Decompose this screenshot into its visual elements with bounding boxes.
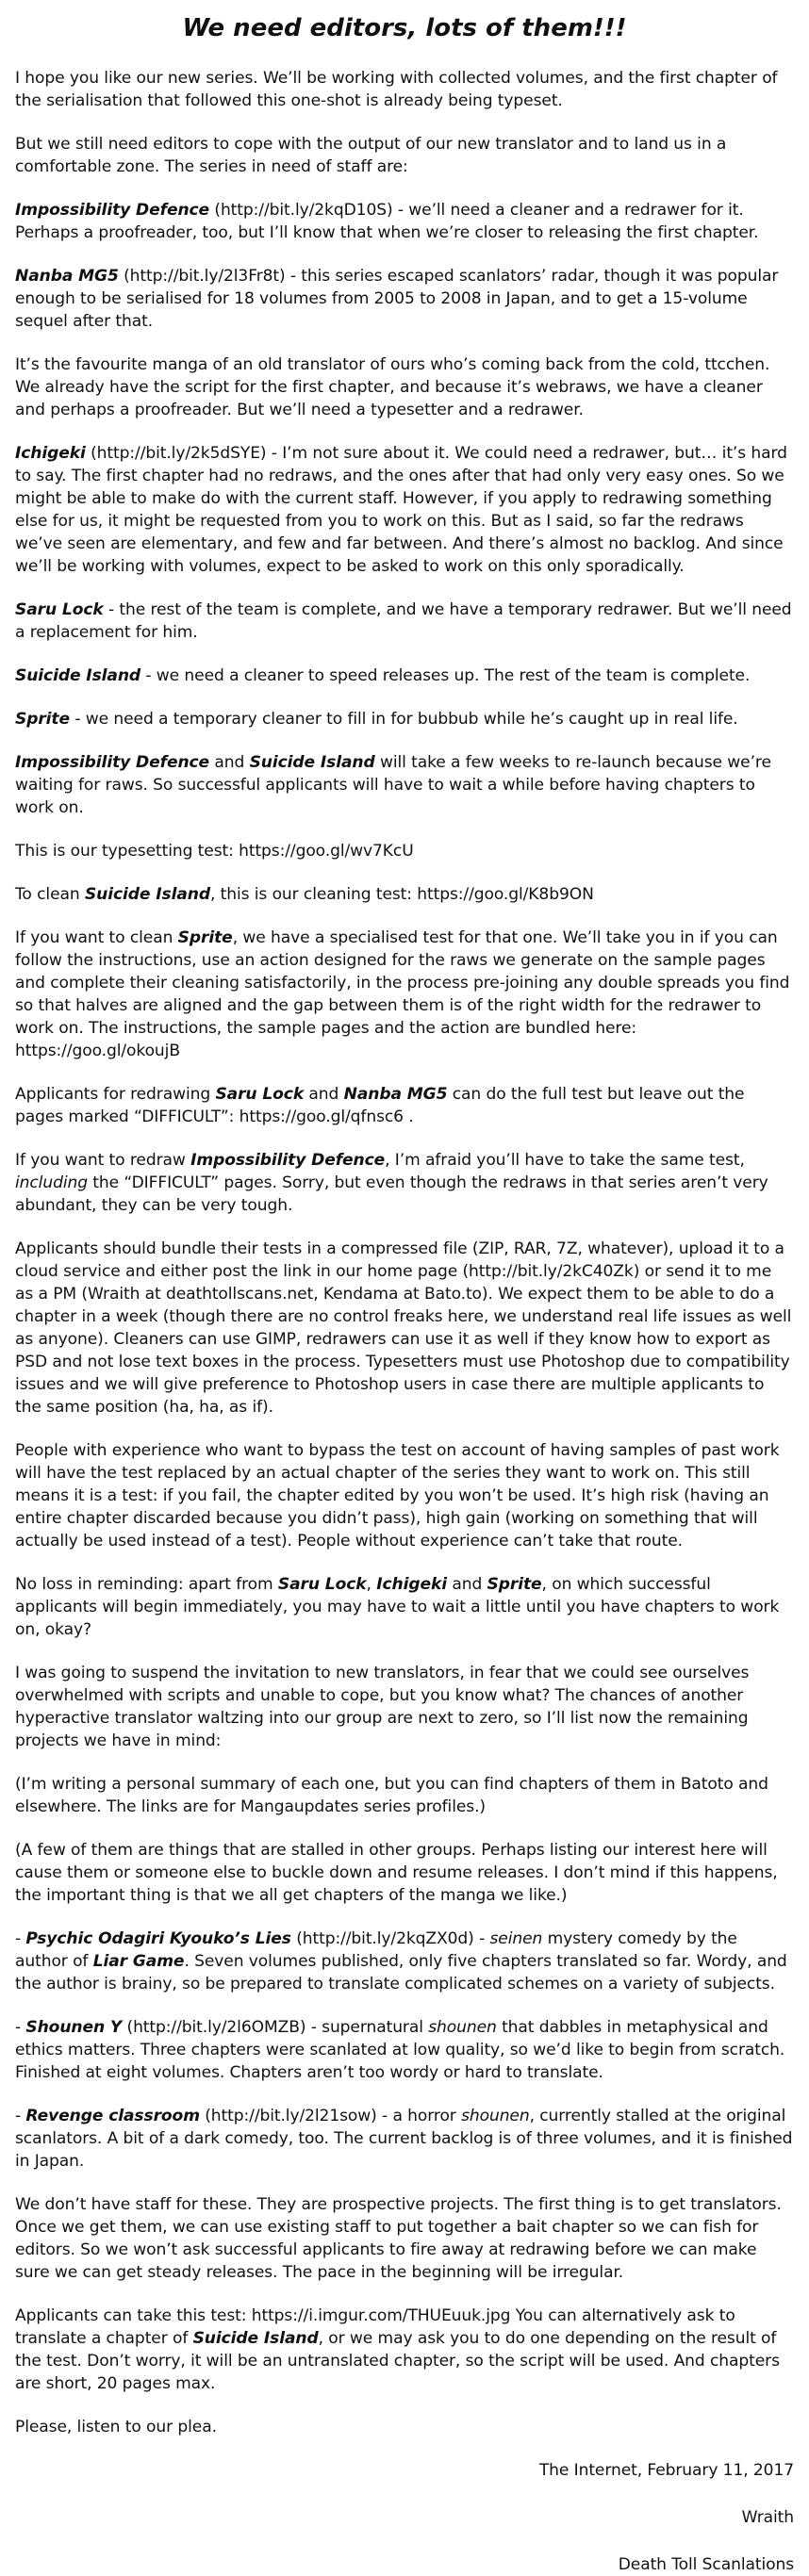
submission-instructions-paragraph: Applicants should bundle their tests in a compressed file (ZIP, RAR, 7Z, whatever), upload it to a cloud service and either post the link in our home page (http://bit.ly/2kC40Zk) or send it to me as a PM (Wraith at deathtollscans.net, Kendama at Bato.to). We expect them to be able to do a chapter in a week (though there are no control freaks here, we understand real life issues as well as anyone). Cleaners can use GIMP, redrawers can use it as well if they know how to export as PSD and not lose text boxes in the process. Typesetters must use Photoshop due to compatibility issues and we will give preference to Photoshop users in case there are multiple applicants to the same position (ha, ha, as if). — [15, 1239, 792, 1417]
text-span: Applicants for redrawing — [15, 1084, 216, 1104]
series-entry-suicide-island — [15, 665, 794, 687]
text-span: the “DIFFICULT” pages. Sorry, but even though the redraws in that series aren’t very abundant, they can be very tough. — [15, 1173, 768, 1215]
emphasis: including — [15, 1173, 88, 1192]
genre: shounen — [461, 2106, 530, 2125]
signature-group: Death Toll Scanlations — [618, 2554, 794, 2574]
text-span: If you want to clean — [15, 927, 178, 947]
series-name: Suicide Island — [249, 752, 375, 772]
nanba-note-paragraph: It’s the favourite manga of an old translator of ours who’s coming back from the cold, ttcchen. We already have the script for the first chapter, and because it’s webraws, we have a cleaner and perhaps a proofreader. But we’ll need a typesetter and a redrawer. — [15, 354, 770, 419]
series-name: Impossibility Defence — [15, 200, 210, 220]
text-span: and — [447, 1574, 487, 1594]
translation-test-paragraph — [15, 2305, 794, 2395]
series-name: Ichigeki — [376, 1574, 447, 1594]
sprite-test-paragraph — [15, 927, 794, 1062]
text-span: - — [15, 1928, 26, 1948]
difficult-redraw-paragraph — [15, 1149, 794, 1217]
signature-author: Wraith — [741, 2507, 794, 2527]
series-name: Suicide Island — [192, 2328, 319, 2348]
text-span: To clean — [15, 884, 85, 904]
raws-wait-paragraph — [15, 751, 794, 819]
series-description: - the rest of the team is complete, and we have a temporary redrawer. But we’ll need a replacement for him. — [15, 599, 792, 642]
text-span: No loss in reminding: apart from — [15, 1574, 278, 1594]
redraw-test-paragraph — [15, 1083, 794, 1128]
series-intro-paragraph: But we still need editors to cope with the output of our new translator and to land us in a comfortable zone. The series in need of staff are: — [15, 134, 727, 176]
project-entry-psychic-odagiri — [15, 1928, 794, 1995]
cleaning-test-paragraph — [15, 883, 794, 906]
series-name: Nanba MG5 — [343, 1084, 448, 1104]
series-name: Saru Lock — [15, 599, 104, 619]
genre: seinen — [489, 1928, 543, 1948]
series-entry-impossibility-defence — [15, 199, 794, 244]
text-span: and — [304, 1084, 344, 1104]
text-span: , I’m afraid you’ll have to take the same test, — [385, 1150, 745, 1170]
text-span: - — [15, 2017, 26, 2037]
series-description: (http://bit.ly/2k5dSYE) - I’m not sure about it. We could need a redrawer, but… it’s hard to say. The first chapter had no redraws, and the ones after that had only very easy ones. So we might be able to make do with the current staff. However, if you apply to redrawing something else for us, it might be requested from you to work on this. But as I said, so far the redraws we’ve seen are elementary, and few and far between. And there’s almost no backlog. And since we’ll be working with volumes, expect to be asked to work on this only sporadically. — [15, 443, 787, 576]
genre: shounen — [428, 2017, 497, 2037]
text-span: mystery comedy by the author of — [15, 1928, 737, 1971]
project-name: Revenge classroom — [25, 2106, 200, 2125]
signature-block — [15, 2459, 794, 2576]
series-name: Saru Lock — [277, 1574, 367, 1594]
series-entry-saru-lock — [15, 599, 794, 644]
translators-paragraph: I was going to suspend the invitation to new translators, in fear that we could see ourselves overwhelmed with scripts and unable to cope, but you know what? The chances of another hyperactive translator waltzing into our group are next to zero, so I’ll list now the remaining projects we have in mind: — [15, 1663, 750, 1750]
text-span: . Seven volumes published, only five chapters translated so far. Wordy, and the author is brainy, so be prepared to translate complicated schemes on a variety of subjects. — [15, 1951, 787, 1994]
prospective-projects-paragraph: We don’t have staff for these. They are prospective projects. The first thing is to get translators. Once we get them, we can use existing staff to put together a bait chapter so we can fish for editors. So we won’t ask successful applicants to fire away at redrawing before we can make sure we can get steady releases. The pace in the beginning will be irregular. — [15, 2194, 782, 2282]
series-entry-sprite — [15, 708, 794, 730]
text-span: will take a few weeks to re-launch because we’re waiting for raws. So successful applicants will have to wait a while before having chapters to work on. — [15, 752, 771, 817]
series-name: Suicide Island — [84, 884, 210, 904]
author-work: Liar Game — [92, 1951, 185, 1971]
text-span: Applicants can take this test: https://i.imgur.com/THUEuuk.jpg You can alternatively ask to translate a chapter of — [15, 2305, 735, 2348]
series-name: Suicide Island — [15, 665, 141, 685]
series-name: Sprite — [15, 709, 71, 729]
series-name: Sprite — [487, 1574, 542, 1594]
project-entry-revenge-classroom — [15, 2105, 794, 2173]
text-span: and — [209, 752, 250, 772]
text-span: , — [366, 1574, 377, 1594]
document — [15, 0, 794, 2576]
page-title: We need editors, lots of them!!! — [182, 14, 627, 42]
text-span: , this is our cleaning test: https://goo.gl/K8b9ON — [209, 884, 594, 904]
stalled-note-paragraph: (A few of them are things that are stalled in other groups. Perhaps listing our interest here will cause them or someone else to buckle down and resume releases. I don’t mind if this happens, the important thing is that we all get chapters of the manga we like.) — [15, 1840, 778, 1905]
typesetting-test-paragraph: This is our typesetting test: https://goo.gl/wv7KcU — [15, 841, 414, 861]
project-name: Psychic Odagiri Kyouko’s Lies — [25, 1928, 291, 1948]
text-span: - — [15, 2106, 26, 2125]
experienced-applicants-paragraph: People with experience who want to bypass the test on account of having samples of past work will have the test replaced by an actual chapter of the series they want to work on. This still means it is a test: if you fail, the chapter edited by you won’t be used. It’s high risk (having an entire chapter discarded because you didn’t pass), high gain (working on something that will actually be used instead of a test). People without experience can’t take that route. — [15, 1440, 780, 1551]
text-span: , we have a specialised test for that one. We’ll take you in if you can follow the instructions, use an action designed for the raws we generate on the sample pages and complete their cleaning satisfactorily, in the process pre-joining any double spreads you find so that halves are aligned and the gap between them is of the right width for the redrawer to work on. The instructions, the sample pages and the action are bundled here: https://goo.gl/okoujB — [15, 927, 790, 1060]
closing-paragraph: Please, listen to our plea. — [15, 2417, 217, 2437]
series-name: Saru Lock — [215, 1084, 305, 1104]
intro-paragraph: I hope you like our new series. We’ll be working with collected volumes, and the first chapter of the serialisation that followed this one-shot is already being typeset. — [15, 68, 778, 110]
series-name: Sprite — [177, 927, 233, 947]
text-span: , or we may ask you to do one depending on the result of the test. Don’t worry, it will be an untranslated chapter, so the script will be used. And chapters are short, 20 pages max. — [15, 2328, 780, 2393]
project-name: Shounen Y — [25, 2017, 123, 2037]
series-description: (http://bit.ly/2l3Fr8t) - this series escaped scanlators’ radar, though it was popular enough to be serialised for 18 volumes from 2005 to 2008 in Japan, and to get a 15-volume sequel after that. — [15, 266, 779, 331]
text-span: , on which successful applicants will begin immediately, you may have to wait a little until you have chapters to work on, okay? — [15, 1574, 780, 1639]
series-entry-ichigeki — [15, 442, 794, 578]
series-description: - we need a cleaner to speed releases up. The rest of the team is complete. — [140, 665, 751, 685]
text-span: (http://bit.ly/2kqZX0d) - — [290, 1928, 490, 1948]
series-description: - we need a temporary cleaner to fill in for bubbub while he’s caught up in real life. — [70, 709, 738, 729]
text-span: that dabbles in metaphysical and ethics matters. Three chapters were scanlated at low quality, so we’d like to begin from scratch. Finished at eight volumes. Chapters aren’t too wordy or hard to translate. — [15, 2017, 785, 2082]
text-span: can do the full test but leave out the pages marked “DIFFICULT”: https://goo.gl/qfnsc6 . — [15, 1084, 745, 1126]
text-span: If you want to redraw — [15, 1150, 191, 1170]
summary-note-paragraph: (I’m writing a personal summary of each one, but you can find chapters of them in Batoto and elsewhere. The links are for Mangaupdates series profiles.) — [15, 1774, 768, 1816]
reminder-paragraph — [15, 1573, 794, 1641]
signature-place-date: The Internet, February 11, 2017 — [538, 2460, 794, 2480]
series-description: (http://bit.ly/2kqD10S) - we’ll need a cleaner and a redrawer for it. Perhaps a proofreader, too, but I’ll know that when we’re closer to releasing the first chapter. — [15, 200, 759, 242]
series-entry-nanba-mg5 — [15, 265, 794, 333]
text-span: , currently stalled at the original scanlators. A bit of a dark comedy, too. The current backlog is of three volumes, and it is finished in Japan. — [15, 2106, 793, 2171]
series-name: Impossibility Defence — [190, 1150, 386, 1170]
text-span: (http://bit.ly/2l21sow) - a horror — [199, 2106, 462, 2125]
series-name: Impossibility Defence — [15, 752, 210, 772]
project-entry-shounen-y — [15, 2016, 794, 2084]
series-name: Ichigeki — [15, 443, 86, 463]
text-span: (http://bit.ly/2l6OMZB) - supernatural — [122, 2017, 429, 2037]
series-name: Nanba MG5 — [15, 266, 119, 286]
